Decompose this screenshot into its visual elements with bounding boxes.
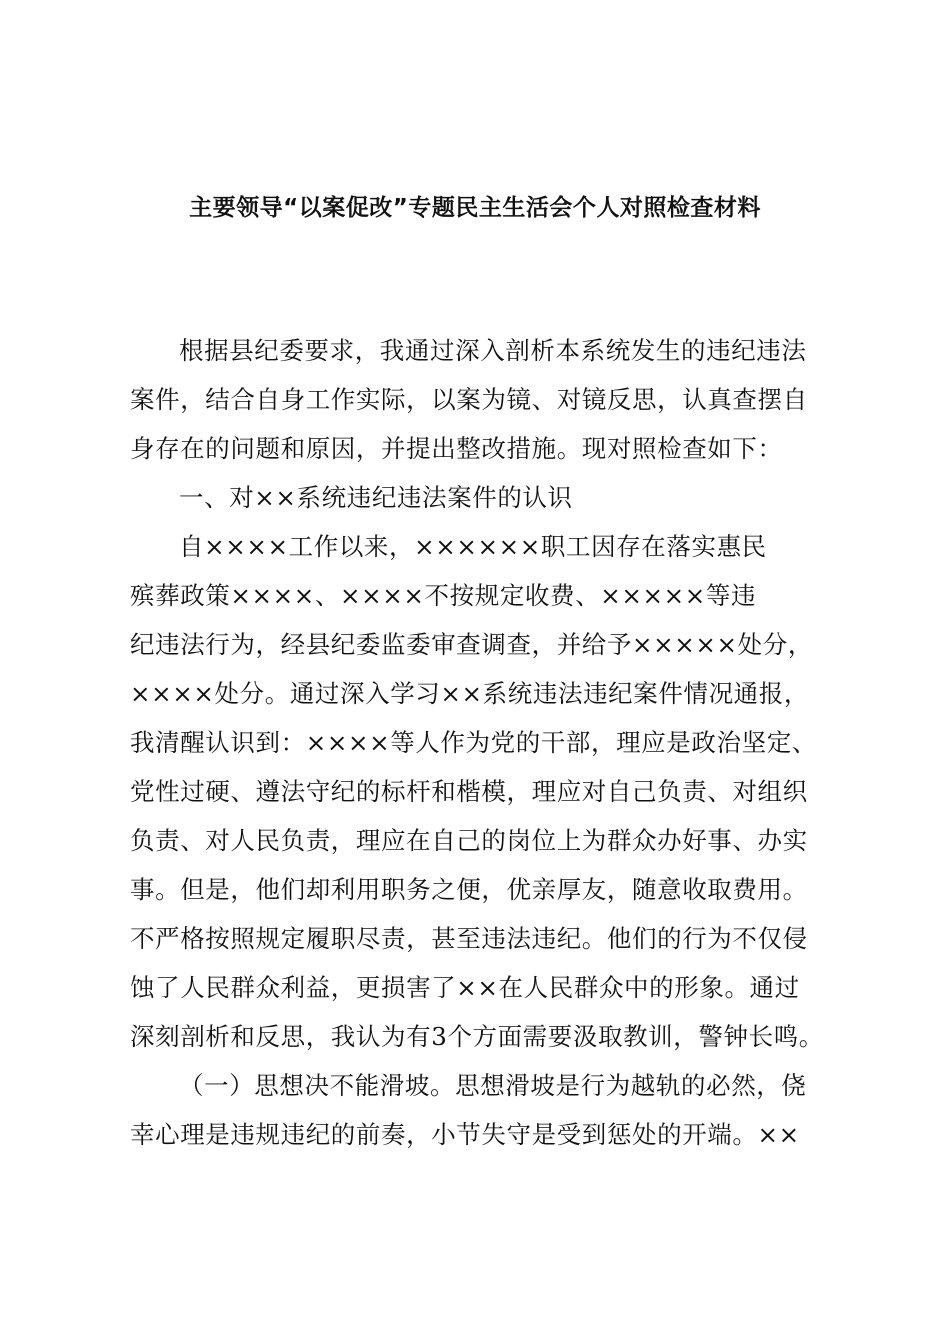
- section-heading-1: 一、对××系统违纪违法案件的认识: [179, 483, 573, 512]
- paragraph-line-17: 幸心理是违规违纪的前奏，小节失守是受到惩处的开端。××: [130, 1120, 800, 1149]
- paragraph-line-6: 殡葬政策××××、××××不按规定收费、×××××等违: [130, 581, 757, 610]
- paragraph-line-8: ××××处分。通过深入学习××系统违法违纪案件情况通报，: [130, 679, 809, 708]
- paragraph-line-7: 纪违法行为，经县纪委监委审查调查，并给予×××××处分，: [130, 630, 813, 659]
- paragraph-line-10: 党性过硬、遵法守纪的标杆和楷模，理应对自己负责、对组织: [130, 777, 808, 806]
- paragraph-line-1: 根据县纪委要求，我通过深入剖析本系统发生的违纪违法: [179, 336, 807, 365]
- paragraph-line-2: 案件，结合自身工作实际，以案为镜、对镜反思，认真查摆自: [130, 385, 808, 414]
- paragraph-line-12: 事。但是，他们却利用职务之便，优亲厚友，随意收取费用。: [130, 875, 808, 904]
- paragraph-line-5: 自××××工作以来，××××××职工因存在落实惠民: [179, 532, 767, 561]
- subsection-line-1: （一）思想决不能滑坡。思想滑坡是行为越轨的必然，侥: [179, 1071, 807, 1100]
- paragraph-line-14: 蚀了人民群众利益，更损害了××在人民群众中的形象。通过: [130, 973, 800, 1002]
- paragraph-line-3: 身存在的问题和原因，并提出整改措施。现对照检查如下：: [130, 434, 783, 463]
- paragraph-line-11: 负责、对人民负责，理应在自己的岗位上为群众办好事、办实: [130, 826, 808, 855]
- document-title: 主要领导“以案促改”专题民主生活会个人对照检查材料: [189, 195, 761, 221]
- paragraph-line-15: 深刻剖析和反思，我认为有3个方面需要汲取教训，警钟长鸣。: [130, 1022, 824, 1051]
- paragraph-line-9: 我清醒认识到：××××等人作为党的干部，理应是政治坚定、: [130, 728, 817, 757]
- paragraph-line-13: 不严格按照规定履职尽责，甚至违法违纪。他们的行为不仅侵: [130, 924, 808, 953]
